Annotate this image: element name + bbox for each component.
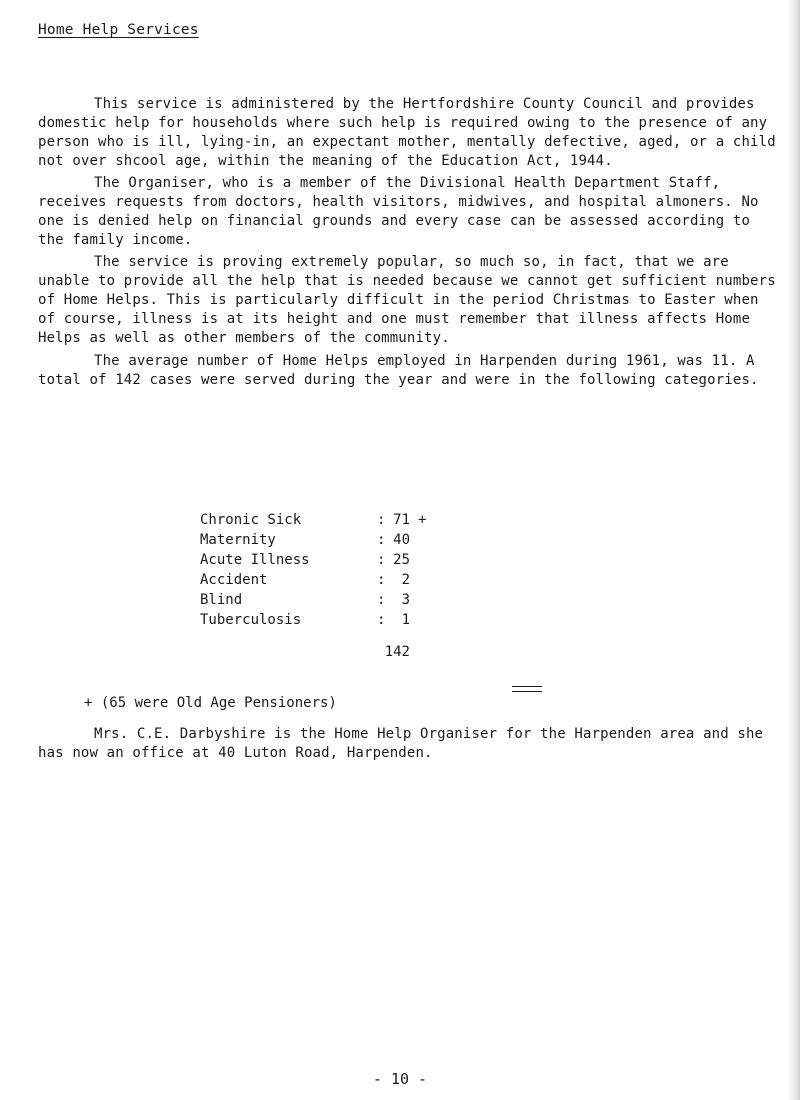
category-separator: : xyxy=(377,572,386,588)
category-separator: : xyxy=(377,592,386,608)
page-heading: Home Help Services xyxy=(38,22,199,38)
table-row xyxy=(200,612,620,632)
table-row xyxy=(200,552,620,572)
total-value: 142 xyxy=(384,644,410,660)
category-label: Tuberculosis xyxy=(200,612,302,628)
paragraph-organiser-contact: Mrs. C.E. Darbyshire is the Home Help Organiser for the Harpenden area and she has now an office at 40 Luton Road, Harpenden. xyxy=(38,726,764,761)
page-number: - 10 - xyxy=(372,1070,428,1088)
category-separator: : xyxy=(377,612,386,628)
table-row xyxy=(200,532,620,552)
total-row xyxy=(200,644,620,664)
category-separator: : xyxy=(377,552,386,568)
category-label: Blind xyxy=(200,592,243,608)
category-value: 25 xyxy=(393,552,410,568)
paragraph-administration: This service is administered by the Hertfordshire County Council and provides domestic help for households where such help is required owing to the presence of any person who is ill, lying-in, an expectant mother, mentally defective, aged, or a child not over shcool age, within the meaning of the Education Act, 1944. xyxy=(38,96,776,169)
category-label: Maternity xyxy=(200,532,276,548)
category-separator: : xyxy=(377,512,386,528)
category-value: 2 xyxy=(401,572,410,588)
total-double-underline xyxy=(512,691,542,692)
category-label: Acute Illness xyxy=(200,552,310,568)
pensioners-footnote: + (65 were Old Age Pensioners) xyxy=(84,695,337,711)
table-row xyxy=(200,512,620,532)
total-underline xyxy=(512,686,542,687)
category-value: 1 xyxy=(401,612,410,628)
footnote-marker: + xyxy=(418,512,427,528)
paragraph-organiser: The Organiser, who is a member of the Divisional Health Department Staff, receives requests from doctors, health visitors, midwives, and hospital almoners. No one is denied help on financial grounds and every case can be assessed according to the family income. xyxy=(38,175,759,248)
table-row xyxy=(200,592,620,612)
paragraph-popularity: The service is proving extremely popular, so much so, in fact, that we are unable to provide all the help that is needed because we cannot get sufficient numbers of Home Helps. This is particularly difficult in the period Christmas to Easter when of course, illness is at its height and one must remember that illness affects Home Helps as well as other members of the community. xyxy=(38,254,776,346)
category-label: Chronic Sick xyxy=(200,512,302,528)
scan-edge-shadow xyxy=(786,0,800,1100)
category-label: Accident xyxy=(200,572,268,588)
table-row xyxy=(200,572,620,592)
case-categories-table xyxy=(200,512,620,664)
category-value: 3 xyxy=(401,592,410,608)
category-value: 40 xyxy=(393,532,410,548)
paragraph-statistics-intro: The average number of Home Helps employed in Harpenden during 1961, was 11. A total of 142 cases were served during the year and were in the following categories. xyxy=(38,353,759,388)
category-value: 71 xyxy=(393,512,410,528)
category-separator: : xyxy=(377,532,386,548)
